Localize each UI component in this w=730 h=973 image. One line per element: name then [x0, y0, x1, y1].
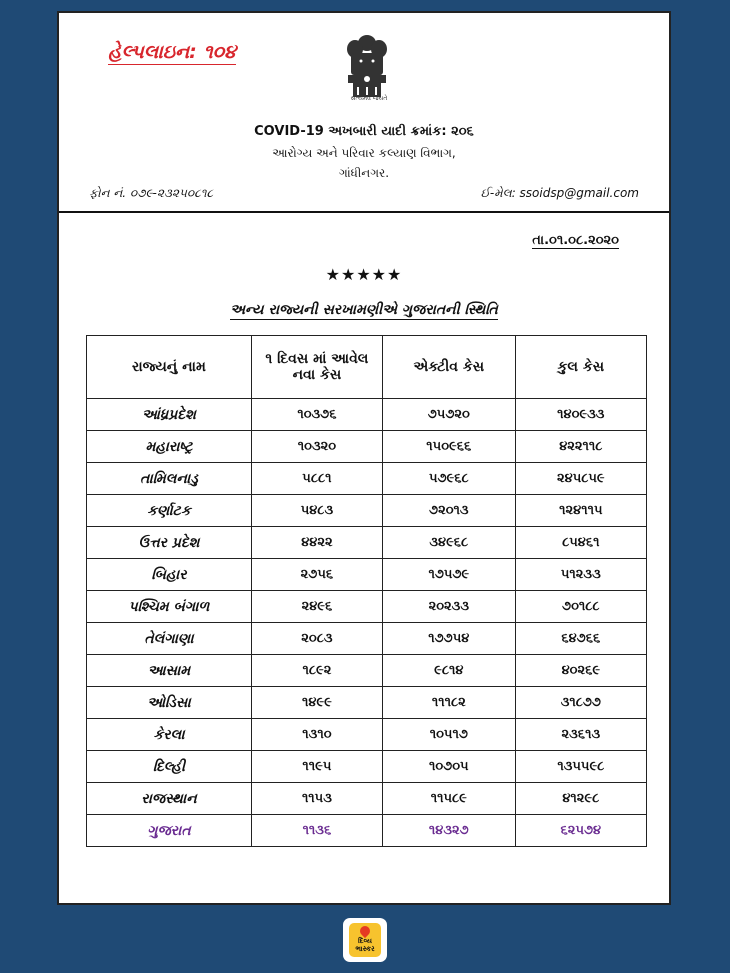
divya-bhaskar-logo	[343, 918, 387, 962]
active-cases-cell: ૭૨૦૧૩	[382, 495, 515, 527]
table-body	[87, 399, 647, 847]
total-cases-cell: ૪૧૨૯૮	[515, 783, 646, 815]
new-cases-cell: ૪૪૨૨	[251, 527, 382, 559]
state-name-cell: દિલ્હી	[87, 751, 252, 783]
column-header-state: રાજ્યનું નામ	[87, 336, 252, 399]
total-cases-cell: ૫૧૨૩૩	[515, 559, 646, 591]
new-cases-cell: ૫૮૮૧	[251, 463, 382, 495]
state-name-cell: બિહાર	[87, 559, 252, 591]
table-row	[87, 719, 647, 751]
new-cases-cell: ૨૪૯૬	[251, 591, 382, 623]
table-row	[87, 623, 647, 655]
table-row	[87, 495, 647, 527]
total-cases-cell: ૨૩૬૧૩	[515, 719, 646, 751]
state-comparison-table	[86, 335, 647, 847]
table-title	[59, 302, 669, 318]
column-header-total-cases: કુલ કેસ	[515, 336, 646, 399]
new-cases-cell: ૧૦૩૭૬	[251, 399, 382, 431]
active-cases-cell: ૫૭૯૬૮	[382, 463, 515, 495]
total-cases-cell: ૮૫૪૬૧	[515, 527, 646, 559]
release-date: તા.૦૧.૦૮.૨૦૨૦	[532, 233, 619, 248]
table-row	[87, 431, 647, 463]
release-title: COVID-19 અખબારી યાદી ક્રમાંક: ૨૦૬	[254, 124, 474, 139]
table-row	[87, 687, 647, 719]
new-cases-cell: ૨૭૫૬	[251, 559, 382, 591]
table-row	[87, 815, 647, 847]
state-name-cell: પશ્ચિમ બંગાળ	[87, 591, 252, 623]
state-name-cell: ઓડિસા	[87, 687, 252, 719]
state-name-cell: રાજસ્થાન	[87, 783, 252, 815]
total-cases-cell: ૧૩૫૫૯૮	[515, 751, 646, 783]
column-header-active-cases: એક્ટીવ કેસ	[382, 336, 515, 399]
active-cases-cell: ૧૦૭૦૫	[382, 751, 515, 783]
total-cases-cell: ૬૪૭૬૬	[515, 623, 646, 655]
new-cases-cell: ૧૦૩૨૦	[251, 431, 382, 463]
active-cases-cell: ૧૪૩૨૭	[382, 815, 515, 847]
logo-text: દિવ્ય ભાસ્કર	[355, 937, 375, 953]
active-cases-cell: ૧૫૦૯૬૬	[382, 431, 515, 463]
department-name: આરોગ્ય અને પરિવાર કલ્યાણ વિભાગ,	[272, 146, 456, 160]
state-name-cell: કેરલા	[87, 719, 252, 751]
active-cases-cell: ૩૪૯૬૮	[382, 527, 515, 559]
active-cases-cell: ૧૭૭૫૪	[382, 623, 515, 655]
table-row	[87, 591, 647, 623]
total-cases-cell: ૭૦૧૮૮	[515, 591, 646, 623]
state-name-cell: તેલંગાણા	[87, 623, 252, 655]
press-release-document	[57, 11, 671, 905]
table-row	[87, 751, 647, 783]
new-cases-cell: ૧૧૫૩	[251, 783, 382, 815]
state-name-cell: ગુજરાત	[87, 815, 252, 847]
table-header-row	[87, 336, 647, 399]
active-cases-cell: ૭૫૭૨૦	[382, 399, 515, 431]
header-divider	[59, 211, 669, 213]
active-cases-cell: ૧૧૧૮૨	[382, 687, 515, 719]
logo-badge	[349, 923, 381, 957]
table-row	[87, 527, 647, 559]
new-cases-cell: ૨૦૮૩	[251, 623, 382, 655]
state-name-cell: તામિલનાડુ	[87, 463, 252, 495]
state-name-cell: મહારાષ્ટ્ર	[87, 431, 252, 463]
table-row	[87, 399, 647, 431]
active-cases-cell: ૧૦૫૧૭	[382, 719, 515, 751]
table-row	[87, 463, 647, 495]
new-cases-cell: ૧૧૯૫	[251, 751, 382, 783]
total-cases-cell: ૩૧૮૭૭	[515, 687, 646, 719]
new-cases-cell: ૧૩૧૦	[251, 719, 382, 751]
active-cases-cell: ૧૭૫૭૯	[382, 559, 515, 591]
new-cases-cell: ૧૮૯૨	[251, 655, 382, 687]
new-cases-cell: ૧૪૯૯	[251, 687, 382, 719]
table-title-text: અન્ય રાજ્યની સરખામણીએ ગુજરાતની સ્થિતિ	[230, 302, 498, 318]
helpline-label: હેલ્પલાઇન: ૧૦૪	[108, 41, 236, 63]
city-name: ગાંધીનગર.	[338, 166, 390, 180]
table-row	[87, 783, 647, 815]
new-cases-cell: ૧૧૩૬	[251, 815, 382, 847]
star-separator: ★★★★★	[325, 265, 403, 284]
table-row	[87, 655, 647, 687]
total-cases-cell: ૪૨૨૧૧૮	[515, 431, 646, 463]
total-cases-cell: ૧૪૦૯૩૩	[515, 399, 646, 431]
table-row	[87, 559, 647, 591]
email-address: ઈ-મેલ: ssoidsp@gmail.com	[480, 186, 639, 200]
total-cases-cell: ૨૪૫૮૫૯	[515, 463, 646, 495]
state-name-cell: કર્ણાટક	[87, 495, 252, 527]
total-cases-cell: ૬૨૫૭૪	[515, 815, 646, 847]
flame-icon	[358, 924, 372, 938]
total-cases-cell: ૧૨૪૧૧૫	[515, 495, 646, 527]
active-cases-cell: ૧૧૫૮૯	[382, 783, 515, 815]
active-cases-cell: ૯૮૧૪	[382, 655, 515, 687]
column-header-new-cases: ૧ દિવસ માં આવેલ નવા કેસ	[251, 336, 382, 399]
new-cases-cell: ૫૪૮૩	[251, 495, 382, 527]
total-cases-cell: ૪૦૨૬૯	[515, 655, 646, 687]
state-name-cell: ઉત્તર પ્રદેશ	[87, 527, 252, 559]
state-name-cell: આંધ્રપ્રદેશ	[87, 399, 252, 431]
state-name-cell: આસામ	[87, 655, 252, 687]
emblem-motto: સત્યમેવ જયતે	[350, 95, 388, 102]
phone-number: ફોન નં. ૦૭૯-૨૩૨૫૦૮૧૮	[89, 186, 214, 200]
active-cases-cell: ૨૦૨૩૩	[382, 591, 515, 623]
